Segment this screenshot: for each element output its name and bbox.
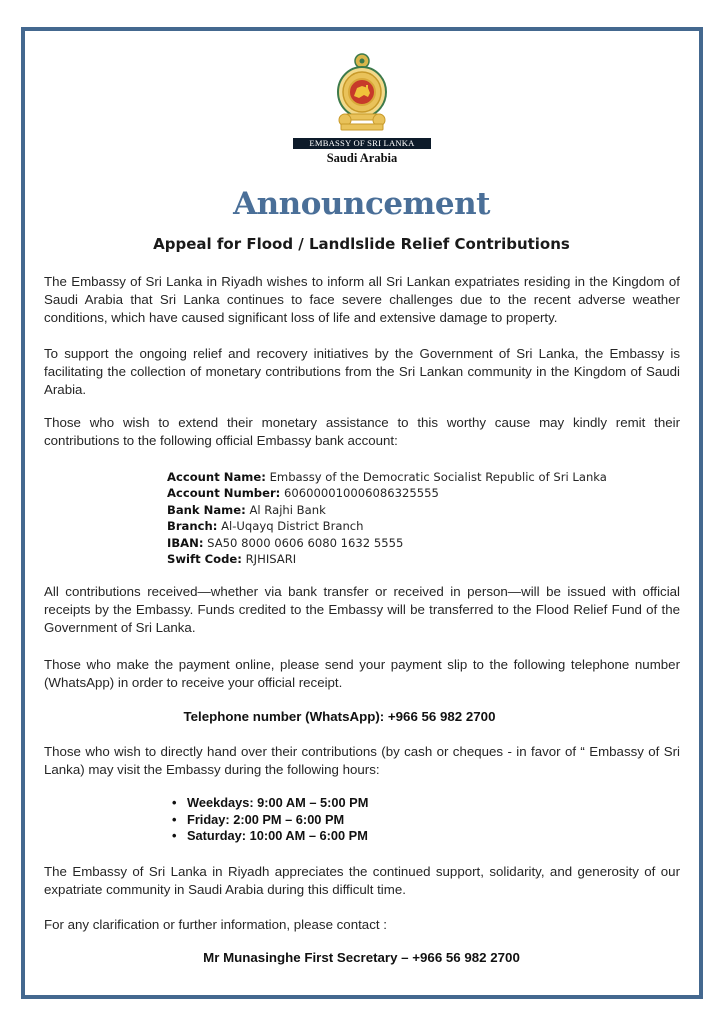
account-label: Account Name: xyxy=(167,470,266,484)
bullet-icon: • xyxy=(172,811,177,827)
telephone-line: Telephone number (WhatsApp): +966 56 982 2700 xyxy=(183,709,496,724)
account-row xyxy=(167,535,607,551)
account-value: Al Rajhi Bank xyxy=(249,502,326,517)
account-label: IBAN: xyxy=(167,535,204,550)
paragraph-online: Those who make the payment online, please send your payment slip to the following telephone number (WhatsApp) in order to receive your official receipt. xyxy=(44,657,680,690)
contact-line: Mr Munasinghe First Secretary – +966 56 982 2700 xyxy=(203,950,520,965)
account-label: Bank Name: xyxy=(167,502,246,517)
paragraph-remit: Those who wish to extend their monetary assistance to this worthy cause may kindly remit their contributions to the following official Embassy bank account: xyxy=(44,415,680,448)
logo-subtitle: Saudi Arabia xyxy=(326,151,398,165)
visiting-hours-list xyxy=(172,795,368,845)
account-label: Branch: xyxy=(167,519,218,534)
paragraph-intro: The Embassy of Sri Lanka in Riyadh wishes to inform all Sri Lankan expatriates residing in the Kingdom of Saudi Arabia that Sri Lanka continues to face severe challenges due to the recent adverse weather conditions, which have caused significant loss of life and extensive damage to property. xyxy=(44,274,680,325)
paragraph-appreciation: The Embassy of Sri Lanka in Riyadh appreciates the continued support, solidarity, and generosity of our expatriate community in Saudi Arabia during this difficult time. xyxy=(44,864,680,897)
account-value: SA50 8000 0606 6080 1632 5555 xyxy=(207,535,404,550)
bullet-icon: • xyxy=(172,828,177,843)
paragraph-receipts: All contributions received—whether via bank transfer or received in person—will be issued with official receipts by the Embassy. Funds credited to the Embassy will be transferred to the Flood Relief Fund of the Government of Sri Lanka. xyxy=(44,584,680,635)
hours-text: Saturday: 10:00 AM – 6:00 PM xyxy=(187,828,368,843)
bank-account-details xyxy=(167,469,607,567)
account-label: Swift Code: xyxy=(167,552,242,567)
account-row xyxy=(167,485,607,501)
account-row xyxy=(167,551,607,567)
hours-text: Weekdays: 9:00 AM – 5:00 PM xyxy=(187,795,369,810)
hours-text: Friday: 2:00 PM – 6:00 PM xyxy=(187,811,345,827)
bullet-icon: • xyxy=(172,795,177,810)
logo-banner: EMBASSY OF SRI LANKA xyxy=(293,138,431,149)
paragraph-support: To support the ongoing relief and recovery initiatives by the Government of Sri Lanka, the Embassy is facilitating the collection of monetary contributions from the Sri Lankan community in the Kingdom of Saudi Arabia. xyxy=(44,346,680,397)
account-row xyxy=(167,502,607,518)
hours-item xyxy=(172,795,368,812)
embassy-logo xyxy=(292,52,432,166)
page-subtitle: Appeal for Flood / Landlslide Relief Contributions xyxy=(153,235,570,253)
hours-item xyxy=(172,812,368,829)
account-value: Al-Uqayq District Branch xyxy=(221,519,364,534)
account-row xyxy=(167,469,607,485)
paragraph-handover: Those who wish to directly hand over their contributions (by cash or cheques - in favor of “ Embassy of Sri Lanka) may visit the Embassy during the following hours: xyxy=(44,744,680,777)
account-value: RJHISARI xyxy=(245,552,297,567)
paragraph-contact-intro: For any clarification or further information, please contact : xyxy=(44,917,387,932)
page-title: Announcement xyxy=(233,186,490,222)
hours-item xyxy=(172,828,368,845)
account-row xyxy=(167,518,607,534)
account-value: Embassy of the Democratic Socialist Republic of Sri Lanka xyxy=(269,470,607,484)
account-value: 606000010006086325555 xyxy=(284,486,439,501)
account-label: Account Number: xyxy=(167,486,281,501)
sri-lanka-emblem-icon xyxy=(335,52,389,132)
